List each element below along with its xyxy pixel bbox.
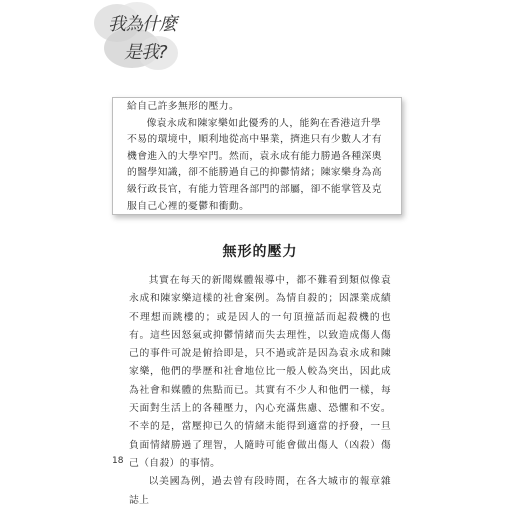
quote-lead-text: 給自己許多無形的壓力。 bbox=[127, 101, 240, 112]
logo-text-line1: 我為什麼 bbox=[108, 14, 176, 35]
quote-paragraph: 像袁永成和陳家樂如此優秀的人，能夠在香港這升學不易的環境中，順利地從高中畢業，擠進只有少數人才有機會進入的大學窄門。然而，袁永成有能力勝過各種深奧的醫學知識，卻不能勝過自己的抑鬱情緒；陳家樂身為高級行政長官，有能力管理各部門的部屬，卻不能掌管及克服自己心裡的憂鬱和衝動。 bbox=[127, 117, 382, 212]
body-paragraph: 其實在每天的新聞媒體報導中，都不難看到類似像袁永成和陳家樂這樣的社會案例。為情自殺的；因課業成績不理想而跳樓的；或是因人的一句頂撞話而起殺機的也有。這些因怒氣或抑鬱情緒而失去理性，以致造成傷人傷己的事件可說是俯拾即是，只不過或許是因為袁永成和陳家樂，他們的學歷和社會地位比一般人較為突出，因此成為社會和媒體的焦點而已。其實有不少人和他們一樣，每天面對生活上的各種壓力，內心充滿焦慮、恐懼和不安。不幸的是，當壓抑已久的情緒未能得到適當的抒發，一旦負面情緒勝過了理智，人隨時可能會做出傷人（凶殺）傷己（自殺）的事情。 bbox=[129, 275, 391, 469]
section-heading: 無形的壓力 bbox=[222, 244, 298, 260]
body-text bbox=[129, 272, 391, 510]
quote-box bbox=[112, 97, 402, 215]
page-number: 18 bbox=[112, 456, 124, 466]
logo-text-line2: 是我? bbox=[124, 42, 167, 63]
series-logo bbox=[94, 2, 194, 82]
body-paragraph: 以美國為例，過去曾有段時間，在各大城市的報章雜誌上 bbox=[129, 476, 391, 506]
